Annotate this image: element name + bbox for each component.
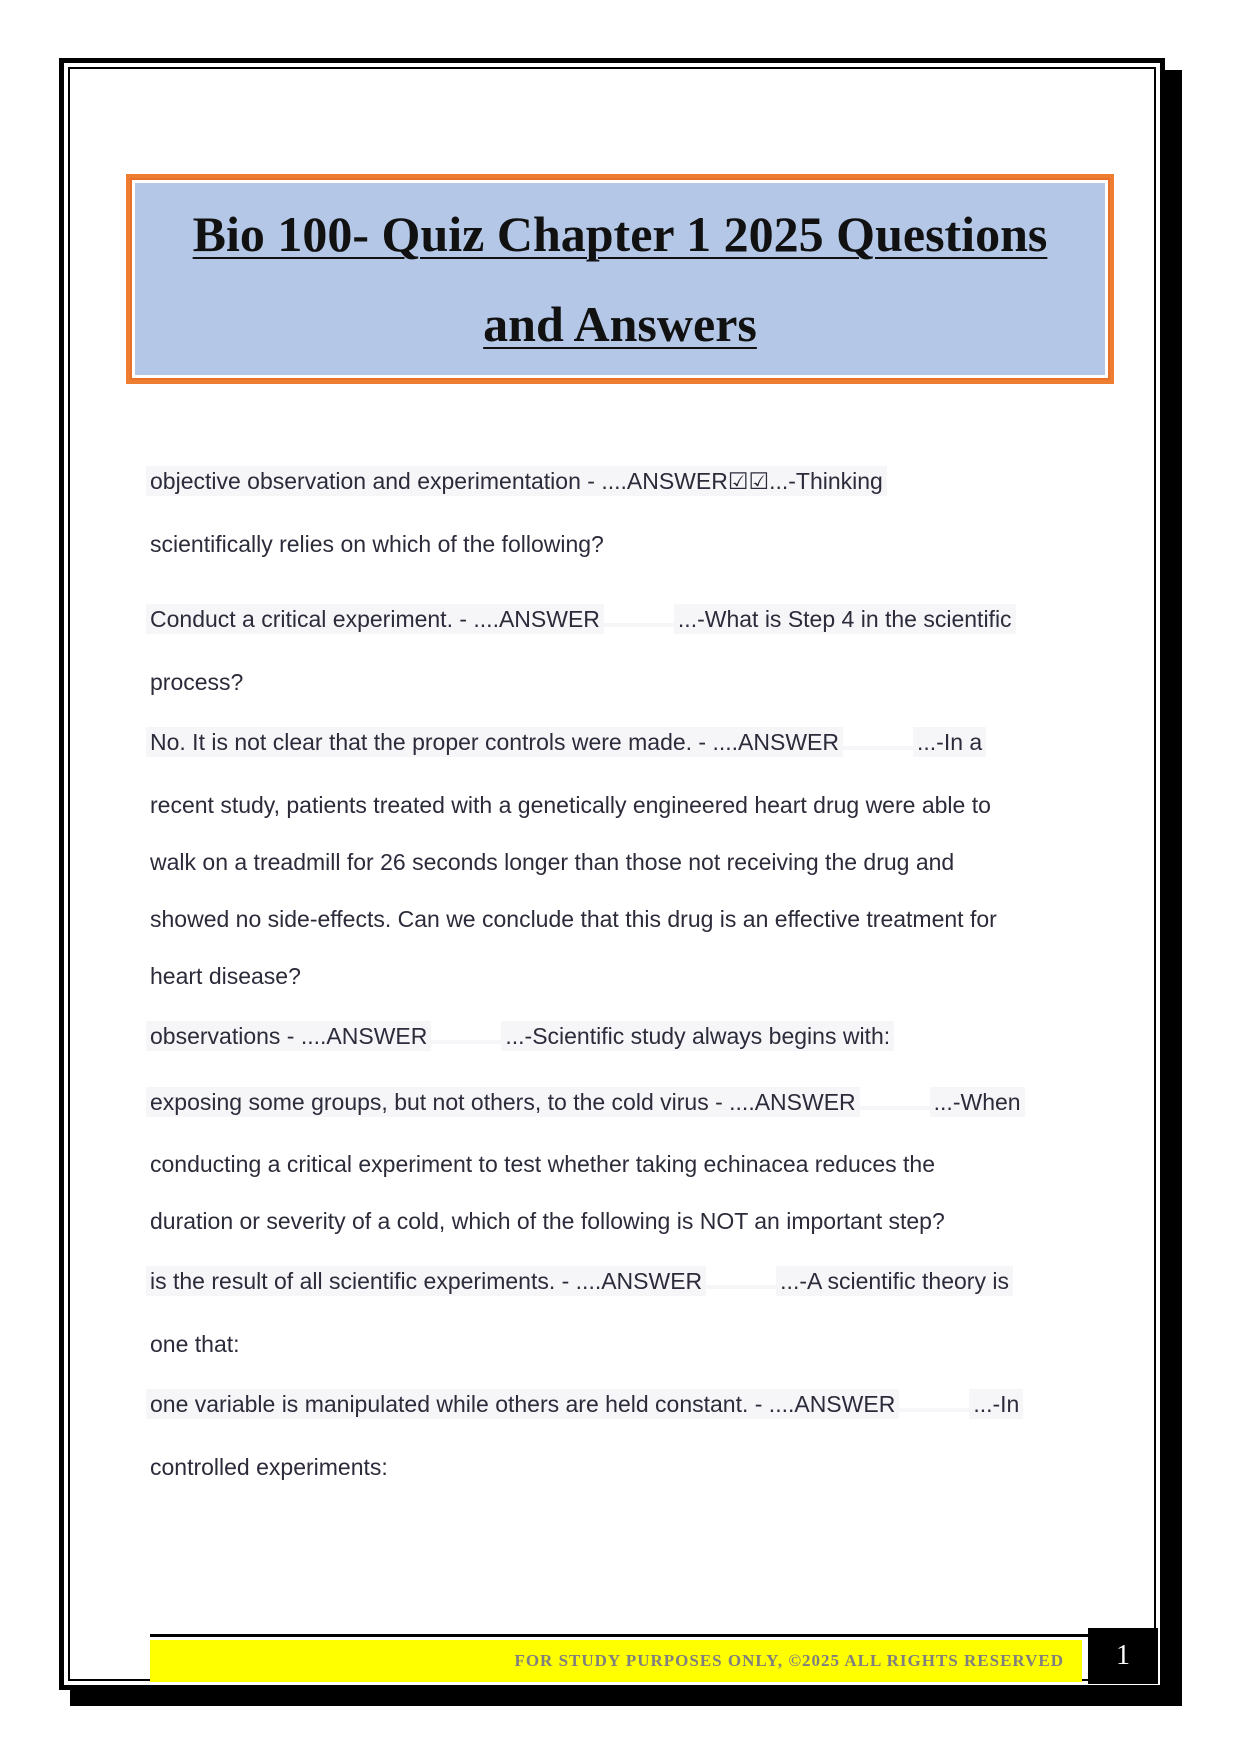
page-number: 1 — [1116, 1640, 1130, 1671]
qa-answer: exposing some groups, but not others, to the cold virus - ....ANSWER — [146, 1087, 860, 1117]
qa-question: ...-In — [969, 1389, 1023, 1419]
qa-text: controlled experiments: — [150, 1454, 388, 1480]
qa-text: conducting a critical experiment to test whether taking echinacea reduces the — [150, 1151, 935, 1177]
qa-line — [150, 847, 954, 877]
qa-answer: one variable is manipulated while others are held constant. - ....ANSWER — [146, 1389, 899, 1419]
qa-text: duration or severity of a cold, which of the following is NOT an important step? — [150, 1208, 945, 1234]
qa-line — [150, 667, 243, 697]
document-title-line-1: Bio 100- Quiz Chapter 1 2025 Questions — [192, 206, 1048, 262]
qa-answer: Conduct a critical experiment. - ....ANSWER — [146, 604, 604, 634]
qa-line — [150, 1389, 1023, 1419]
qa-line — [150, 1149, 935, 1179]
qa-line — [150, 529, 604, 559]
qa-text: process? — [150, 669, 244, 695]
qa-line — [150, 1329, 240, 1359]
qa-line — [150, 1021, 894, 1051]
document-title-line-2: and Answers — [483, 296, 757, 352]
title-box-inner — [132, 180, 1108, 378]
qa-answer: is the result of all scientific experiments. - ....ANSWER — [146, 1266, 706, 1296]
qa-line — [150, 1266, 1013, 1296]
qa-question: ...-Scientific study always begins with: — [501, 1021, 894, 1051]
qa-line — [150, 790, 991, 820]
qa-question: ...-In a — [913, 727, 986, 757]
qa-line — [150, 1452, 388, 1482]
qa-answer: observations - ....ANSWER — [146, 1021, 431, 1051]
qa-text: recent study, patients treated with a genetically engineered heart drug were able to — [150, 792, 991, 818]
qa-text: walk on a treadmill for 26 seconds longer than those not receiving the drug and — [150, 849, 955, 875]
qa-question: ...-A scientific theory is — [776, 1266, 1013, 1296]
qa-text: showed no side-effects. Can we conclude that this drug is an effective treatment for — [150, 906, 997, 932]
qa-line — [150, 1206, 945, 1236]
qa-line — [150, 727, 986, 757]
qa-answer: No. It is not clear that the proper controls were made. - ....ANSWER — [146, 727, 843, 757]
footer-bar — [150, 1640, 1082, 1682]
qa-line — [150, 961, 301, 991]
qa-text: one that: — [150, 1331, 240, 1357]
qa-question: ...-When — [930, 1087, 1025, 1117]
qa-line — [150, 1087, 1025, 1117]
footer-copyright: FOR STUDY PURPOSES ONLY, ©2025 ALL RIGHTS RESERVED — [514, 1651, 1064, 1670]
qa-line — [150, 604, 1016, 634]
qa-line — [150, 904, 997, 934]
title-box — [126, 174, 1114, 384]
qa-question: ...-What is Step 4 in the scientific — [674, 604, 1016, 634]
qa-text: scientifically relies on which of the following? — [150, 531, 604, 557]
qa-text: heart disease? — [150, 963, 301, 989]
qa-text: objective observation and experimentation - ....ANSWER☑☑...-Thinking — [146, 466, 887, 496]
footer-rule — [150, 1634, 1096, 1637]
qa-line — [150, 466, 887, 496]
page-number-box — [1088, 1628, 1158, 1684]
